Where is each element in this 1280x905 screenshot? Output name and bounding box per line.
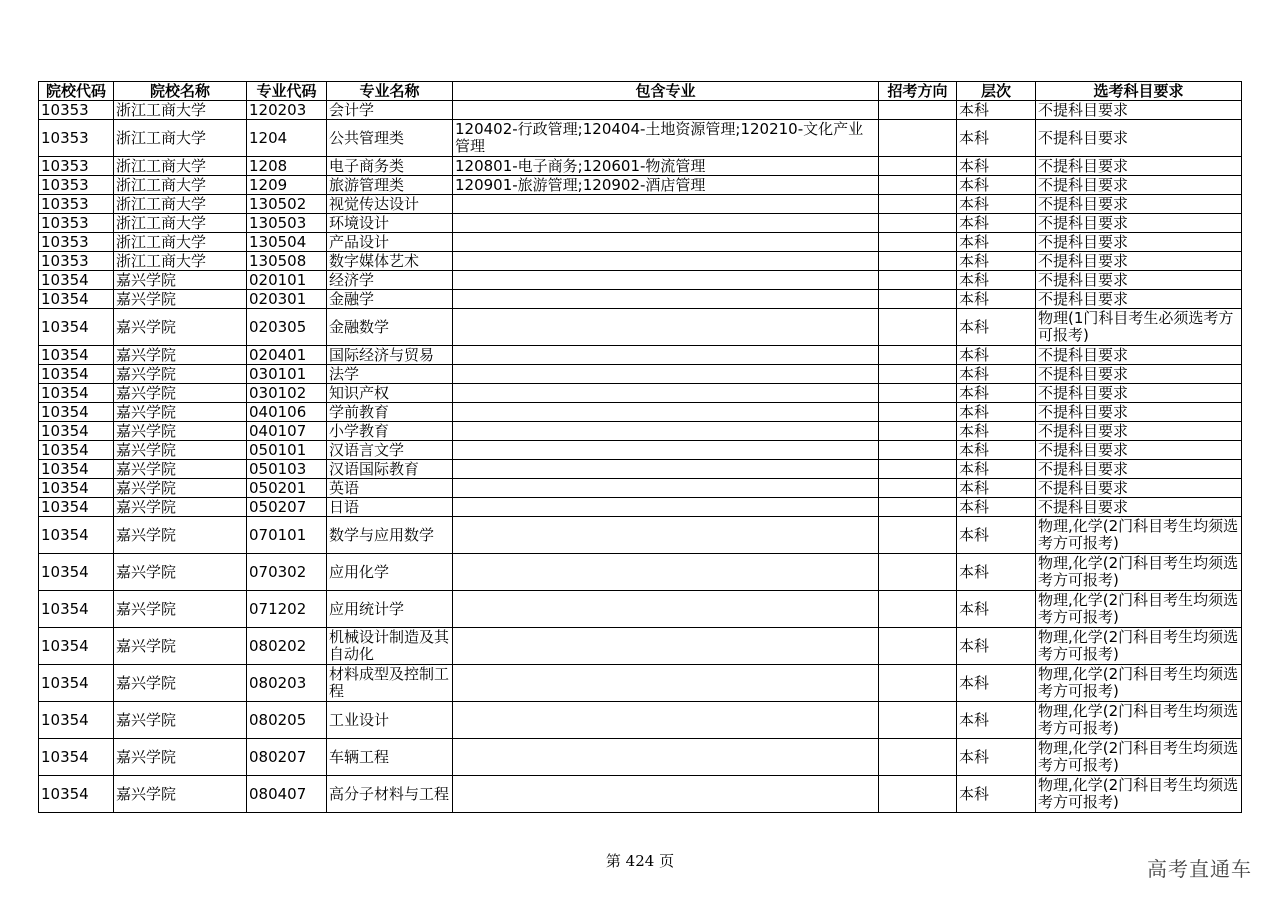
cell-included-majors: 120801-电子商务;120601-物流管理: [453, 157, 879, 176]
cell-direction: [879, 384, 957, 403]
cell-school-name: 嘉兴学院: [114, 384, 247, 403]
cell-school-name: 嘉兴学院: [114, 460, 247, 479]
cell-school-code: 10353: [39, 195, 114, 214]
cell-major-name: 汉语言文学: [327, 441, 453, 460]
cell-major-code: 020305: [247, 309, 327, 346]
col-header-school-code: 院校代码: [39, 82, 114, 101]
cell-direction: [879, 403, 957, 422]
table-row: [39, 702, 1242, 739]
cell-subject-requirement: 不提科目要求: [1036, 290, 1242, 309]
cell-school-name: 嘉兴学院: [114, 422, 247, 441]
cell-level: 本科: [957, 309, 1036, 346]
table-row: [39, 365, 1242, 384]
cell-school-name: 嘉兴学院: [114, 441, 247, 460]
cell-school-code: 10354: [39, 460, 114, 479]
cell-major-code: 1209: [247, 176, 327, 195]
cell-level: 本科: [957, 271, 1036, 290]
cell-level: 本科: [957, 591, 1036, 628]
table-row: [39, 233, 1242, 252]
cell-direction: [879, 290, 957, 309]
col-header-major-code: 专业代码: [247, 82, 327, 101]
table-row: [39, 101, 1242, 120]
cell-school-code: 10354: [39, 441, 114, 460]
table-row: [39, 665, 1242, 702]
cell-level: 本科: [957, 702, 1036, 739]
cell-direction: [879, 176, 957, 195]
cell-major-name: 公共管理类: [327, 120, 453, 157]
cell-direction: [879, 591, 957, 628]
cell-major-name: 高分子材料与工程: [327, 776, 453, 813]
col-header-included-majors: 包含专业: [453, 82, 879, 101]
cell-school-name: 嘉兴学院: [114, 628, 247, 665]
cell-included-majors: [453, 479, 879, 498]
cell-direction: [879, 271, 957, 290]
cell-major-name: 数字媒体艺术: [327, 252, 453, 271]
cell-major-code: 130508: [247, 252, 327, 271]
table-row: [39, 195, 1242, 214]
cell-school-name: 嘉兴学院: [114, 290, 247, 309]
cell-major-name: 车辆工程: [327, 739, 453, 776]
cell-subject-requirement: 不提科目要求: [1036, 120, 1242, 157]
cell-major-code: 050101: [247, 441, 327, 460]
cell-school-name: 浙江工商大学: [114, 101, 247, 120]
cell-school-code: 10354: [39, 776, 114, 813]
cell-subject-requirement: 不提科目要求: [1036, 195, 1242, 214]
cell-school-code: 10354: [39, 739, 114, 776]
cell-direction: [879, 101, 957, 120]
cell-major-name: 学前教育: [327, 403, 453, 422]
cell-major-name: 应用统计学: [327, 591, 453, 628]
col-header-major-name: 专业名称: [327, 82, 453, 101]
cell-direction: [879, 233, 957, 252]
cell-school-code: 10354: [39, 665, 114, 702]
cell-included-majors: [453, 422, 879, 441]
cell-major-name: 环境设计: [327, 214, 453, 233]
cell-included-majors: [453, 365, 879, 384]
table-body: [39, 101, 1242, 813]
cell-major-code: 070101: [247, 517, 327, 554]
cell-direction: [879, 346, 957, 365]
cell-major-name: 应用化学: [327, 554, 453, 591]
cell-level: 本科: [957, 554, 1036, 591]
table-row: [39, 290, 1242, 309]
cell-direction: [879, 702, 957, 739]
cell-included-majors: 120402-行政管理;120404-土地资源管理;120210-文化产业管理: [453, 120, 879, 157]
cell-subject-requirement: 不提科目要求: [1036, 365, 1242, 384]
cell-included-majors: [453, 346, 879, 365]
cell-level: 本科: [957, 252, 1036, 271]
cell-direction: [879, 309, 957, 346]
cell-school-name: 嘉兴学院: [114, 479, 247, 498]
cell-school-name: 浙江工商大学: [114, 157, 247, 176]
cell-major-code: 120203: [247, 101, 327, 120]
table-row: [39, 346, 1242, 365]
cell-major-name: 金融学: [327, 290, 453, 309]
cell-level: 本科: [957, 403, 1036, 422]
table-row: [39, 628, 1242, 665]
table-row: [39, 309, 1242, 346]
cell-major-code: 020401: [247, 346, 327, 365]
cell-subject-requirement: 不提科目要求: [1036, 460, 1242, 479]
cell-school-code: 10353: [39, 120, 114, 157]
cell-major-code: 080202: [247, 628, 327, 665]
cell-direction: [879, 517, 957, 554]
cell-included-majors: [453, 739, 879, 776]
cell-school-code: 10353: [39, 214, 114, 233]
cell-subject-requirement: 物理,化学(2门科目考生均须选考方可报考): [1036, 702, 1242, 739]
table-row: [39, 422, 1242, 441]
cell-subject-requirement: 不提科目要求: [1036, 176, 1242, 195]
cell-major-name: 国际经济与贸易: [327, 346, 453, 365]
table-row: [39, 271, 1242, 290]
cell-school-code: 10354: [39, 365, 114, 384]
cell-major-code: 040106: [247, 403, 327, 422]
cell-school-name: 嘉兴学院: [114, 346, 247, 365]
table-row: [39, 776, 1242, 813]
cell-subject-requirement: 不提科目要求: [1036, 403, 1242, 422]
cell-direction: [879, 479, 957, 498]
cell-included-majors: [453, 517, 879, 554]
cell-major-name: 经济学: [327, 271, 453, 290]
cell-major-name: 知识产权: [327, 384, 453, 403]
cell-major-code: 050103: [247, 460, 327, 479]
cell-level: 本科: [957, 498, 1036, 517]
cell-included-majors: [453, 384, 879, 403]
cell-included-majors: [453, 290, 879, 309]
cell-major-code: 070302: [247, 554, 327, 591]
cell-major-code: 130502: [247, 195, 327, 214]
cell-school-code: 10354: [39, 591, 114, 628]
cell-subject-requirement: 物理,化学(2门科目考生均须选考方可报考): [1036, 665, 1242, 702]
cell-subject-requirement: 不提科目要求: [1036, 233, 1242, 252]
cell-major-code: 1204: [247, 120, 327, 157]
cell-major-code: 030101: [247, 365, 327, 384]
cell-major-name: 法学: [327, 365, 453, 384]
cell-subject-requirement: 不提科目要求: [1036, 346, 1242, 365]
cell-included-majors: [453, 498, 879, 517]
cell-direction: [879, 441, 957, 460]
cell-included-majors: 120901-旅游管理;120902-酒店管理: [453, 176, 879, 195]
cell-school-name: 浙江工商大学: [114, 233, 247, 252]
cell-school-code: 10354: [39, 702, 114, 739]
table-row: [39, 214, 1242, 233]
cell-level: 本科: [957, 665, 1036, 702]
cell-major-name: 产品设计: [327, 233, 453, 252]
cell-school-code: 10354: [39, 290, 114, 309]
cell-school-code: 10354: [39, 403, 114, 422]
cell-school-code: 10353: [39, 157, 114, 176]
cell-major-name: 数学与应用数学: [327, 517, 453, 554]
cell-subject-requirement: 不提科目要求: [1036, 252, 1242, 271]
table-row: [39, 120, 1242, 157]
cell-subject-requirement: 不提科目要求: [1036, 479, 1242, 498]
table-row: [39, 460, 1242, 479]
cell-major-code: 030102: [247, 384, 327, 403]
cell-included-majors: [453, 628, 879, 665]
cell-level: 本科: [957, 346, 1036, 365]
cell-level: 本科: [957, 101, 1036, 120]
cell-school-name: 浙江工商大学: [114, 176, 247, 195]
cell-major-code: 080207: [247, 739, 327, 776]
cell-major-code: 1208: [247, 157, 327, 176]
cell-major-name: 日语: [327, 498, 453, 517]
cell-direction: [879, 554, 957, 591]
cell-school-name: 浙江工商大学: [114, 195, 247, 214]
cell-major-name: 汉语国际教育: [327, 460, 453, 479]
cell-subject-requirement: 物理,化学(2门科目考生均须选考方可报考): [1036, 517, 1242, 554]
cell-major-name: 会计学: [327, 101, 453, 120]
cell-level: 本科: [957, 157, 1036, 176]
cell-major-name: 电子商务类: [327, 157, 453, 176]
col-header-subject-requirement: 选考科目要求: [1036, 82, 1242, 101]
cell-major-name: 金融数学: [327, 309, 453, 346]
cell-subject-requirement: 不提科目要求: [1036, 384, 1242, 403]
cell-level: 本科: [957, 422, 1036, 441]
watermark-logo-text: 高考直通车: [1147, 857, 1252, 881]
cell-level: 本科: [957, 120, 1036, 157]
cell-subject-requirement: 不提科目要求: [1036, 101, 1242, 120]
cell-major-code: 020101: [247, 271, 327, 290]
cell-included-majors: [453, 591, 879, 628]
cell-direction: [879, 214, 957, 233]
cell-school-code: 10353: [39, 101, 114, 120]
cell-school-code: 10354: [39, 479, 114, 498]
cell-included-majors: [453, 195, 879, 214]
cell-included-majors: [453, 101, 879, 120]
cell-direction: [879, 460, 957, 479]
cell-subject-requirement: 不提科目要求: [1036, 271, 1242, 290]
cell-school-code: 10354: [39, 554, 114, 591]
cell-level: 本科: [957, 479, 1036, 498]
col-header-level: 层次: [957, 82, 1036, 101]
cell-included-majors: [453, 776, 879, 813]
cell-direction: [879, 498, 957, 517]
cell-school-name: 嘉兴学院: [114, 702, 247, 739]
cell-direction: [879, 252, 957, 271]
cell-major-name: 英语: [327, 479, 453, 498]
cell-school-name: 嘉兴学院: [114, 365, 247, 384]
cell-school-name: 嘉兴学院: [114, 498, 247, 517]
cell-school-name: 嘉兴学院: [114, 554, 247, 591]
table-row: [39, 739, 1242, 776]
cell-school-name: 嘉兴学院: [114, 309, 247, 346]
cell-level: 本科: [957, 776, 1036, 813]
cell-included-majors: [453, 252, 879, 271]
cell-major-name: 小学教育: [327, 422, 453, 441]
cell-included-majors: [453, 271, 879, 290]
cell-direction: [879, 422, 957, 441]
cell-level: 本科: [957, 460, 1036, 479]
cell-school-code: 10353: [39, 233, 114, 252]
cell-level: 本科: [957, 365, 1036, 384]
cell-school-code: 10354: [39, 346, 114, 365]
table-row: [39, 157, 1242, 176]
cell-school-code: 10354: [39, 517, 114, 554]
cell-major-code: 080203: [247, 665, 327, 702]
cell-included-majors: [453, 309, 879, 346]
cell-major-code: 020301: [247, 290, 327, 309]
cell-major-name: 视觉传达设计: [327, 195, 453, 214]
table-row: [39, 441, 1242, 460]
cell-major-code: 071202: [247, 591, 327, 628]
table-row: [39, 554, 1242, 591]
cell-subject-requirement: 物理,化学(2门科目考生均须选考方可报考): [1036, 776, 1242, 813]
cell-school-code: 10354: [39, 498, 114, 517]
cell-school-name: 浙江工商大学: [114, 120, 247, 157]
cell-subject-requirement: 物理(1门科目考生必须选考方可报考): [1036, 309, 1242, 346]
cell-included-majors: [453, 441, 879, 460]
cell-subject-requirement: 物理,化学(2门科目考生均须选考方可报考): [1036, 628, 1242, 665]
cell-school-code: 10354: [39, 271, 114, 290]
cell-school-name: 嘉兴学院: [114, 271, 247, 290]
table-row: [39, 176, 1242, 195]
cell-level: 本科: [957, 384, 1036, 403]
cell-level: 本科: [957, 628, 1036, 665]
cell-level: 本科: [957, 195, 1036, 214]
cell-major-name: 旅游管理类: [327, 176, 453, 195]
cell-direction: [879, 120, 957, 157]
cell-major-code: 080407: [247, 776, 327, 813]
cell-subject-requirement: 不提科目要求: [1036, 498, 1242, 517]
cell-school-code: 10354: [39, 309, 114, 346]
table-row: [39, 591, 1242, 628]
cell-direction: [879, 365, 957, 384]
page-number: 第 424 页: [605, 852, 675, 870]
cell-major-code: 080205: [247, 702, 327, 739]
cell-school-name: 嘉兴学院: [114, 776, 247, 813]
cell-included-majors: [453, 460, 879, 479]
cell-level: 本科: [957, 517, 1036, 554]
table-row: [39, 384, 1242, 403]
cell-school-name: 嘉兴学院: [114, 403, 247, 422]
cell-school-name: 嘉兴学院: [114, 739, 247, 776]
cell-level: 本科: [957, 290, 1036, 309]
cell-level: 本科: [957, 176, 1036, 195]
cell-direction: [879, 665, 957, 702]
table-row: [39, 517, 1242, 554]
cell-subject-requirement: 不提科目要求: [1036, 157, 1242, 176]
col-header-school-name: 院校名称: [114, 82, 247, 101]
cell-school-code: 10354: [39, 628, 114, 665]
cell-included-majors: [453, 665, 879, 702]
cell-level: 本科: [957, 214, 1036, 233]
cell-included-majors: [453, 403, 879, 422]
cell-level: 本科: [957, 233, 1036, 252]
cell-school-code: 10353: [39, 252, 114, 271]
cell-school-name: 嘉兴学院: [114, 591, 247, 628]
cell-direction: [879, 628, 957, 665]
cell-subject-requirement: 物理,化学(2门科目考生均须选考方可报考): [1036, 739, 1242, 776]
cell-school-name: 嘉兴学院: [114, 665, 247, 702]
cell-included-majors: [453, 214, 879, 233]
cell-major-code: 130503: [247, 214, 327, 233]
cell-level: 本科: [957, 739, 1036, 776]
table-row: [39, 479, 1242, 498]
cell-major-code: 130504: [247, 233, 327, 252]
cell-direction: [879, 157, 957, 176]
cell-school-name: 浙江工商大学: [114, 252, 247, 271]
cell-included-majors: [453, 233, 879, 252]
col-header-direction: 招考方向: [879, 82, 957, 101]
cell-included-majors: [453, 554, 879, 591]
cell-subject-requirement: 物理,化学(2门科目考生均须选考方可报考): [1036, 554, 1242, 591]
cell-level: 本科: [957, 441, 1036, 460]
cell-subject-requirement: 不提科目要求: [1036, 441, 1242, 460]
cell-subject-requirement: 物理,化学(2门科目考生均须选考方可报考): [1036, 591, 1242, 628]
cell-school-code: 10354: [39, 384, 114, 403]
cell-major-code: 050207: [247, 498, 327, 517]
cell-subject-requirement: 不提科目要求: [1036, 214, 1242, 233]
cell-major-code: 040107: [247, 422, 327, 441]
table-row: [39, 498, 1242, 517]
cell-major-name: 机械设计制造及其自动化: [327, 628, 453, 665]
header-row: [39, 82, 1242, 101]
cell-school-code: 10354: [39, 422, 114, 441]
admission-table: [38, 81, 1242, 813]
cell-included-majors: [453, 702, 879, 739]
cell-school-code: 10353: [39, 176, 114, 195]
cell-major-name: 材料成型及控制工程: [327, 665, 453, 702]
cell-major-name: 工业设计: [327, 702, 453, 739]
cell-school-name: 浙江工商大学: [114, 214, 247, 233]
cell-school-name: 嘉兴学院: [114, 517, 247, 554]
cell-direction: [879, 739, 957, 776]
cell-direction: [879, 195, 957, 214]
cell-subject-requirement: 不提科目要求: [1036, 422, 1242, 441]
cell-direction: [879, 776, 957, 813]
table-row: [39, 252, 1242, 271]
cell-major-code: 050201: [247, 479, 327, 498]
table-row: [39, 403, 1242, 422]
